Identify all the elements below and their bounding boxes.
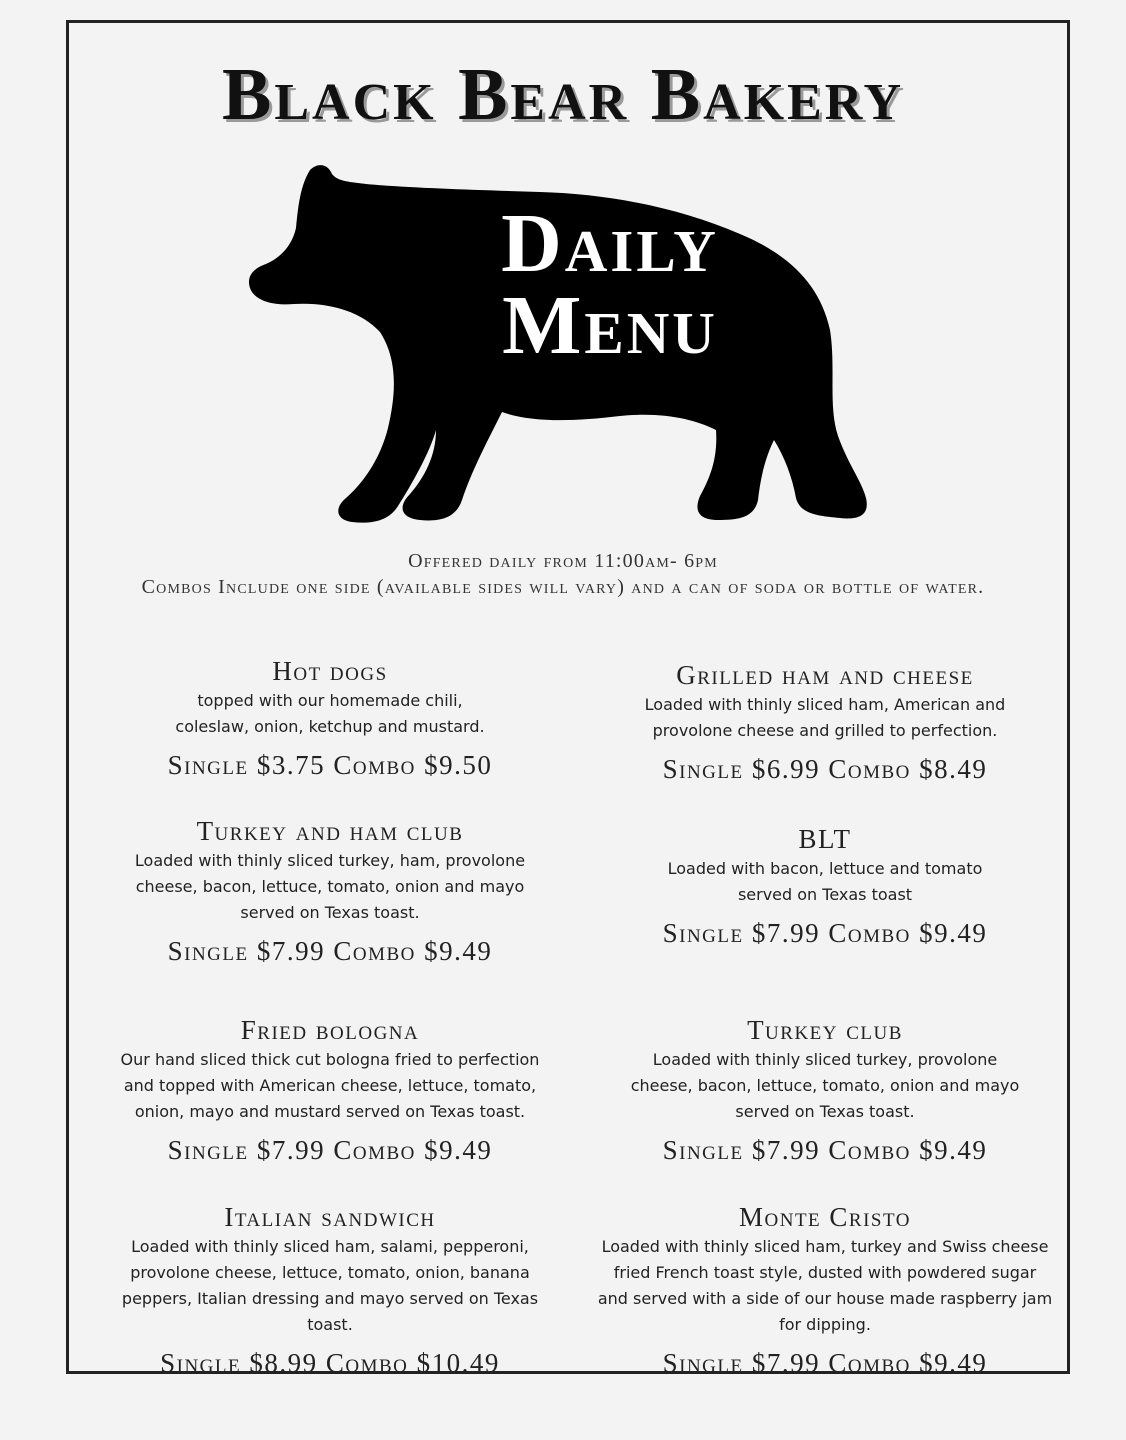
item-description: Loaded with thinly sliced ham, turkey and Swiss cheese fried French toast style, dusted with powdered sugar and served with a side of our house made raspberry jam for dipping. (597, 1237, 1053, 1334)
item-description: Loaded with thinly sliced turkey, ham, provolone cheese, bacon, lettuce, tomato, onion and mayo served on Texas toast. (134, 851, 526, 922)
menu-item-italian-sandwich (80, 1202, 580, 1378)
menu-item-monte-cristo (575, 1202, 1075, 1378)
item-name: Monte Cristo (739, 1202, 911, 1232)
item-price: Single $7.99 Combo $9.49 (662, 1348, 988, 1378)
item-name: Fried bologna (240, 1015, 420, 1045)
daily-heading: Daily (501, 197, 719, 290)
item-price: Single $7.99 Combo $9.49 (167, 1135, 493, 1165)
item-price: Single $3.75 Combo $9.50 (167, 750, 493, 780)
item-price: Single $8.99 Combo $10.49 (160, 1348, 500, 1378)
menu-item-hot-dogs (80, 656, 580, 780)
item-description: topped with our homemade chili, coleslaw, onion, ketchup and mustard. (175, 691, 485, 736)
menu-item-blt (575, 824, 1075, 948)
item-description: Loaded with bacon, lettuce and tomato served on Texas toast (667, 859, 983, 904)
hours-note: Offered daily from 11:00am- 6pm (408, 550, 718, 572)
item-price: Single $6.99 Combo $8.49 (662, 754, 988, 784)
bakery-title: Black Bear Bakery (221, 54, 905, 136)
item-description: Loaded with thinly sliced turkey, provolone cheese, bacon, lettuce, tomato, onion and mayo served on Texas toast. (630, 1050, 1020, 1121)
item-name: Turkey and ham club (196, 816, 464, 846)
item-price: Single $7.99 Combo $9.49 (662, 918, 988, 948)
combos-note: Combos Include one side (available sides will vary) and a can of soda or bottle of water. (141, 576, 985, 598)
menu-item-grilled-ham-cheese (575, 660, 1075, 784)
menu-item-turkey-ham-club (80, 816, 580, 966)
item-name: BLT (798, 824, 852, 854)
item-name: Italian sandwich (224, 1202, 436, 1232)
item-name: Turkey club (747, 1015, 903, 1045)
item-description: Loaded with thinly sliced ham, salami, pepperoni, provolone cheese, lettuce, tomato, onion, banana peppers, Italian dressing and mayo served on Texas toast. (121, 1237, 539, 1334)
item-description: Our hand sliced thick cut bologna fried to perfection and topped with American cheese, lettuce, tomato, onion, mayo and mustard served on Texas toast. (120, 1050, 540, 1121)
item-name: Hot dogs (272, 656, 388, 686)
menu-item-fried-bologna (80, 1015, 580, 1165)
item-price: Single $7.99 Combo $9.49 (167, 936, 493, 966)
item-price: Single $7.99 Combo $9.49 (662, 1135, 988, 1165)
item-name: Grilled ham and cheese (676, 660, 974, 690)
menu-item-turkey-club (575, 1015, 1075, 1165)
item-description: Loaded with thinly sliced ham, American and provolone cheese and grilled to perfection. (644, 695, 1006, 740)
menu-heading: Menu (502, 279, 718, 372)
